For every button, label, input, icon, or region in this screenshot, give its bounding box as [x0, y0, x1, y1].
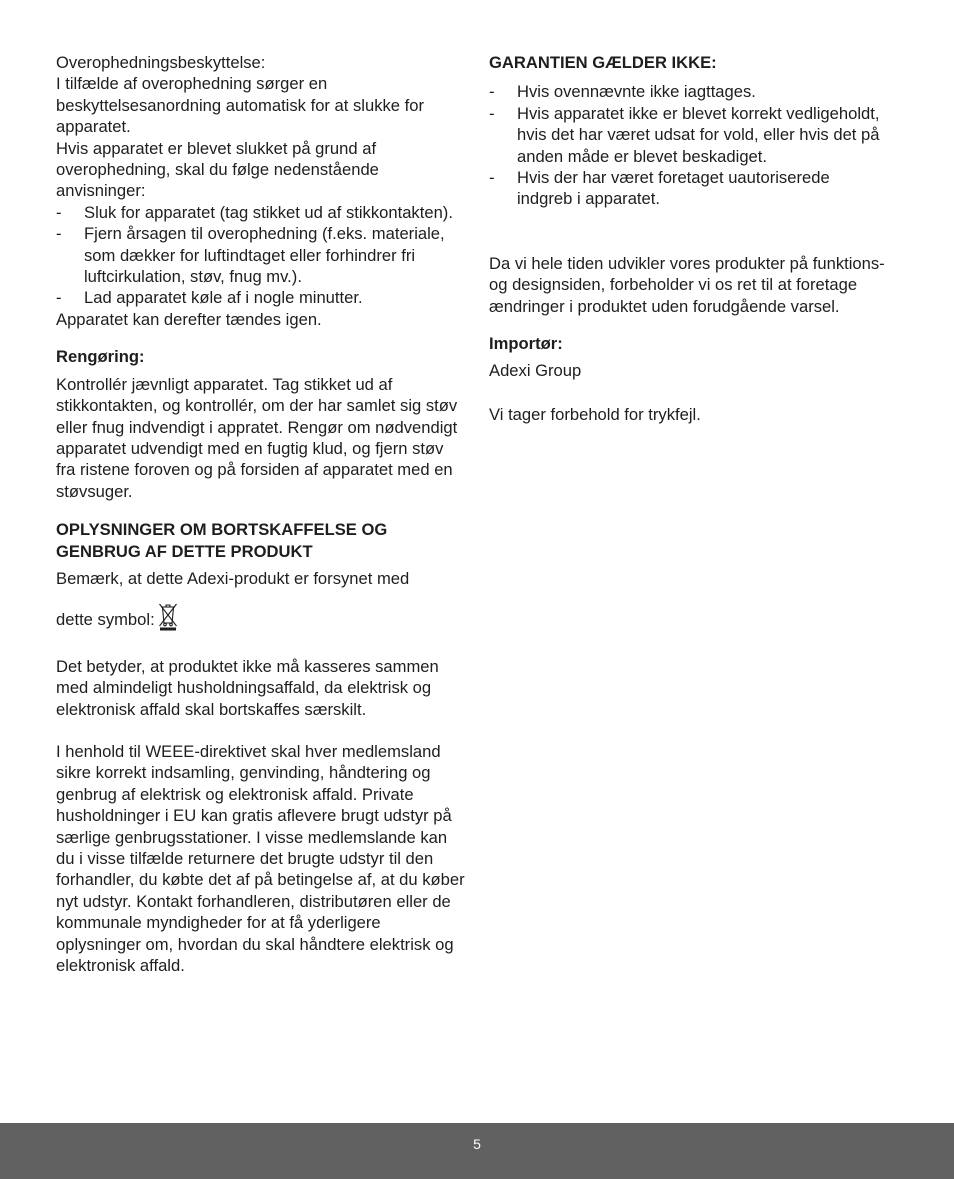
cleaning-heading: Rengøring:	[56, 347, 145, 367]
crossed-out-wheelie-bin-icon	[158, 601, 178, 636]
warranty-section	[489, 52, 889, 210]
importer-section	[489, 333, 889, 425]
list-item: - Fjern årsagen til overophedning (f.eks. materiale, som dækker for luftindtaget eller forhindrer fri luftcirkulation, støv, fnug mv.).	[56, 223, 466, 287]
overheat-paragraph-1: I tilfælde af overophedning sørger en beskyttelsesanordning automatisk for at slukke for apparatet.	[56, 74, 425, 137]
disposal-section	[56, 519, 466, 976]
cleaning-text: Kontrollér jævnligt apparatet. Tag stikket ud af stikkontakten, og kontrollér, om der har samlet sig støv eller fnug indvendigt i appratet. Rengør om nødvendigt apparatet udvendigt med en fugtig klud, og fjern støv fra ristene foroven og på forsiden af apparatet med en støvsuger.	[56, 374, 458, 501]
warranty-heading: GARANTIEN GÆLDER IKKE:	[489, 53, 717, 72]
overheat-paragraph-2: Hvis apparatet er blevet slukket på grund af overophedning, skal du følge nedenstående anvisninger:	[56, 138, 379, 201]
list-item: - Hvis der har været foretaget uautoriserede indgreb i apparatet.	[489, 167, 889, 210]
disposal-symbol-line	[56, 601, 466, 636]
warranty-list	[489, 81, 889, 209]
disposal-note: Bemærk, at dette Adexi-produkt er forsynet med	[56, 568, 410, 588]
left-column	[56, 52, 466, 976]
print-error-disclaimer: Vi tager forbehold for trykfejl.	[489, 404, 701, 424]
importer-heading: Importør:	[489, 334, 563, 354]
importer-name: Adexi Group	[489, 361, 582, 381]
disposal-paragraph-2: I henhold til WEEE-direktivet skal hver medlemsland sikre korrekt indsamling, genvinding, håndtering og genbrug af elektrisk og elektronisk affald. Private husholdninger i EU kan gratis aflevere brugt udstyr på særlige genbrugsstationer. I visse medlemslande kan du i visse tilfælde returnere det brugte udstyr til den forhandler, du købte det af på betingelse af, at du køber nyt udstyr. Kontakt forhandleren, distributøren eller de kommunale myndigheder for at få yderligere oplysninger om, hvordan du skal håndtere elektrisk og elektronisk affald.	[56, 741, 465, 976]
disposal-heading-line-2: GENBRUG AF DETTE PRODUKT	[56, 541, 313, 561]
overheat-after: Apparatet kan derefter tændes igen.	[56, 309, 322, 329]
list-item: - Lad apparatet køle af i nogle minutter.	[56, 287, 466, 308]
overheat-section	[56, 52, 466, 330]
list-item: - Hvis apparatet ikke er blevet korrekt vedligeholdt, hvis det har været udsat for vold, eller hvis det på anden måde er blevet beskadiget.	[489, 103, 889, 167]
overheat-heading: Overophedningsbeskyttelse:	[56, 53, 266, 72]
list-item: - Sluk for apparatet (tag stikket ud af stikkontakten).	[56, 202, 466, 223]
symbol-label: dette symbol:	[56, 610, 155, 630]
cleaning-section	[56, 346, 466, 502]
overheat-list	[56, 202, 466, 309]
product-changes-text: Da vi hele tiden udvikler vores produkter på funktions- og designsiden, forbeholder vi os ret til at foretage ændringer i produktet uden forudgående varsel.	[489, 253, 885, 316]
page-number: 5	[473, 1136, 481, 1152]
disposal-paragraph-1: Det betyder, at produktet ikke må kasseres sammen med almindeligt husholdningsaffald, da elektrisk og elektronisk affald skal bortskaffes særskilt.	[56, 656, 439, 719]
list-item: - Hvis ovennævnte ikke iagttages.	[489, 81, 889, 102]
disposal-heading-line-1: OPLYSNINGER OM BORTSKAFFELSE OG	[56, 520, 388, 540]
footer-bar	[0, 1123, 954, 1179]
right-column	[489, 52, 889, 425]
